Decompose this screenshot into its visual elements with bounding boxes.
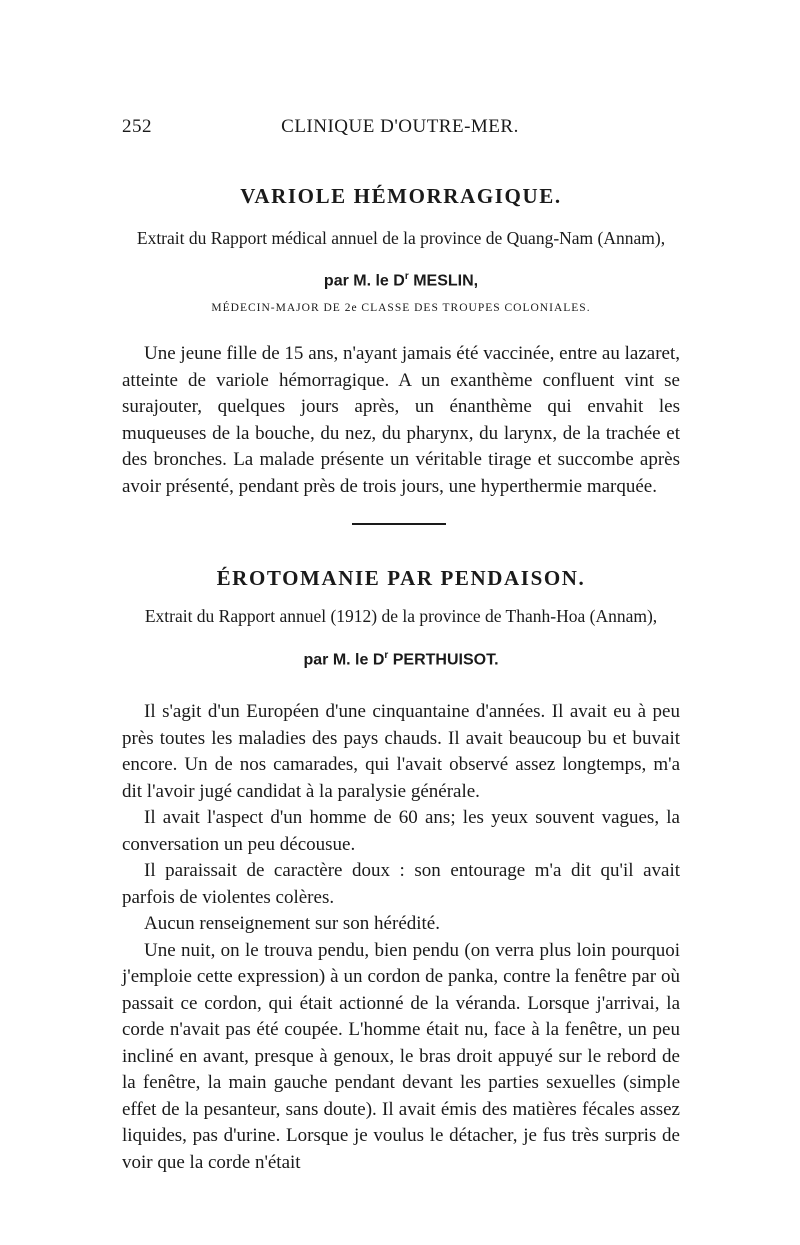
- article-extract-wrap: [122, 228, 680, 249]
- article-extract: Extrait du Rapport annuel (1912) de la province de Thanh-Hoa (Annam),: [144, 606, 658, 626]
- body-paragraph: Aucun renseignement sur son hérédité.: [144, 913, 440, 934]
- article-body: [122, 699, 680, 1176]
- byline-prefix: par M. le D: [303, 651, 385, 669]
- article-byline-wrap: [122, 650, 680, 669]
- body-paragraph: Il avait l'aspect d'un homme de 60 ans; les yeux souvent vagues, la conversation un peu décousue.: [122, 807, 680, 855]
- byline-name: PERTHUISOT.: [392, 651, 499, 669]
- article-byline: [122, 650, 680, 669]
- article-body: [122, 341, 680, 500]
- byline-sup: r: [404, 271, 409, 282]
- byline-sup: r: [384, 650, 389, 661]
- article-byline-wrap: [122, 271, 680, 290]
- byline-prefix: par M. le D: [323, 272, 405, 290]
- article-rank-wrap: [122, 302, 680, 314]
- article-extract: Extrait du Rapport médical annuel de la province de Quang-Nam (Annam),: [136, 228, 666, 248]
- article-title: VARIOLE HÉMORRAGIQUE.: [240, 184, 562, 208]
- running-title: CLINIQUE D'OUTRE-MER.: [281, 116, 519, 137]
- page-number: 252: [122, 116, 152, 137]
- body-paragraph: Il paraissait de caractère doux : son entourage m'a dit qu'il avait parfois de violentes colères.: [122, 860, 680, 908]
- article-variole-title-block: [122, 184, 680, 209]
- body-paragraph: Une nuit, on le trouva pendu, bien pendu (on verra plus loin pourquoi j'emploie cette expression) à un cordon de panka, contre la fenêtre par où passait ce cordon, qui était actionné de la véranda. Lorsque j'arrivai, la corde n'avait pas été coupée. L'homme était nu, face à la fenêtre, un peu incliné en avant, presque à genoux, le bras droit appuyé sur le rebord de la fenêtre, la main gauche pendant devant les parties sexuelles (simple effet de la pesanteur, sans doute). Il avait émis des matières fécales assez liquides, pas d'urine. Lorsque je voulus le détacher, je fus très surpris de voir que la corde n'était: [122, 939, 680, 1173]
- article-extract-wrap: [122, 606, 680, 627]
- section-divider: [352, 523, 446, 525]
- byline-name: MESLIN,: [413, 272, 479, 290]
- body-paragraph: Une jeune fille de 15 ans, n'ayant jamais été vaccinée, entre au lazaret, atteinte de variole hémorragique. A un exanthème confluent vint se surajouter, quelques jours après, un énanthème qui envahit les muqueuses de la bouche, du nez, du pharynx, du larynx, de la trachée et des bronches. La malade présente un véritable tirage et succombe après avoir présenté, pendant près de trois jours, une hyperthermie marquée.: [122, 343, 680, 497]
- author-rank: MÉDECIN-MAJOR DE 2e CLASSE DES TROUPES COLONIALES.: [211, 302, 591, 314]
- body-paragraph: Il s'agit d'un Européen d'une cinquantaine d'années. Il avait eu à peu près toutes les maladies des pays chauds. Il avait beaucoup bu et buvait encore. Un de nos camarades, qui l'avait observé assez longtemps, m'a dit l'avoir jugé candidat à la paralysie générale.: [122, 701, 680, 802]
- article-title: ÉROTOMANIE PAR PENDAISON.: [216, 566, 586, 590]
- article-title-wrap: [122, 566, 680, 591]
- article-byline: [122, 271, 680, 290]
